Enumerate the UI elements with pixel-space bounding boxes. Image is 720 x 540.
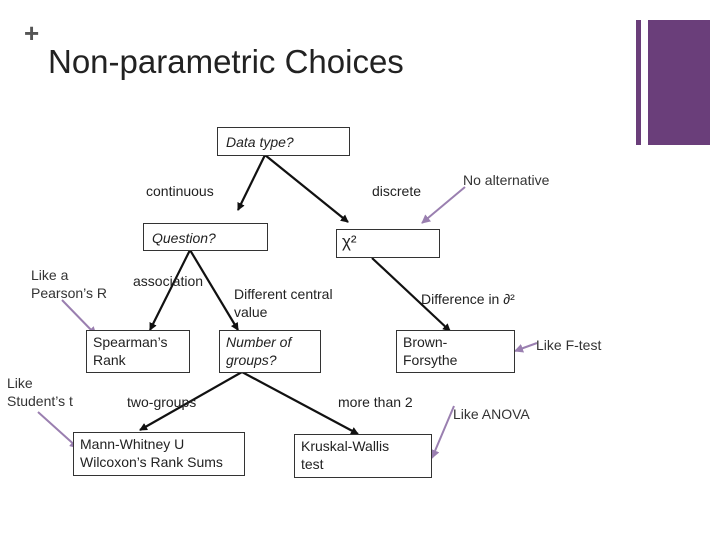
- chi-square-box: [336, 229, 440, 258]
- discrete-label: discrete: [372, 183, 422, 199]
- mann-line2: Wilcoxon’s Rank Sums: [80, 454, 223, 470]
- annotation-arrow-no-alternative: [422, 187, 465, 223]
- kruskal-line2: test: [301, 456, 324, 472]
- plus-icon: +: [24, 18, 40, 48]
- kruskal-line1: Kruskal-Wallis: [301, 438, 390, 454]
- like-pearson-line1: Like a: [31, 267, 69, 283]
- more-than-2-label: more than 2: [338, 394, 413, 410]
- slide-title: Non-parametric Choices: [48, 43, 404, 80]
- annotation-arrow-anova: [432, 406, 454, 458]
- edge-datatype-discrete: [265, 155, 348, 222]
- like-f-test-note: Like F-test: [536, 337, 602, 353]
- brown-forsythe-box: [396, 330, 515, 373]
- like-student-line1: Like: [7, 375, 33, 391]
- data-type-box: [217, 127, 350, 156]
- number-groups-box: [219, 330, 321, 373]
- brown-line2: Forsythe: [403, 352, 458, 368]
- number-groups-line2: groups?: [226, 352, 277, 368]
- annotation-arrow-student: [38, 412, 78, 448]
- number-groups-line1: Number of: [226, 334, 292, 350]
- like-pearson-line2: Pearson’s R: [31, 285, 108, 301]
- spearman-box: [86, 330, 190, 373]
- spearman-line1: Spearman’s: [93, 334, 168, 350]
- like-student-line2: Student’s t: [7, 393, 73, 409]
- data-type-label: Data type?: [226, 134, 294, 150]
- like-pearson-note: [31, 266, 107, 302]
- question-box: [143, 223, 268, 251]
- spearman-line2: Rank: [93, 352, 126, 368]
- annotation-arrow-f-test: [515, 343, 537, 351]
- mann-line1: Mann-Whitney U: [80, 436, 185, 452]
- like-student-note: [7, 374, 73, 410]
- two-groups-label: two-groups: [127, 394, 197, 410]
- no-alternative-note: No alternative: [463, 172, 550, 188]
- edge-datatype-continuous: [238, 155, 265, 210]
- question-label: Question?: [152, 230, 216, 246]
- difference-in-label: Difference in ∂²: [421, 291, 515, 307]
- mann-whitney-box: [73, 432, 245, 476]
- edge-question-numbergroups: [190, 250, 238, 330]
- association-label: association: [133, 273, 204, 289]
- kruskal-wallis-box: [294, 434, 432, 478]
- chi-square-label: χ²: [342, 232, 357, 251]
- continuous-label: continuous: [146, 183, 214, 199]
- brown-line1: Brown-: [403, 334, 448, 350]
- different-central-value-label: Different central value: [234, 285, 356, 321]
- like-anova-note: Like ANOVA: [453, 406, 530, 422]
- edge-question-spearman: [150, 250, 190, 330]
